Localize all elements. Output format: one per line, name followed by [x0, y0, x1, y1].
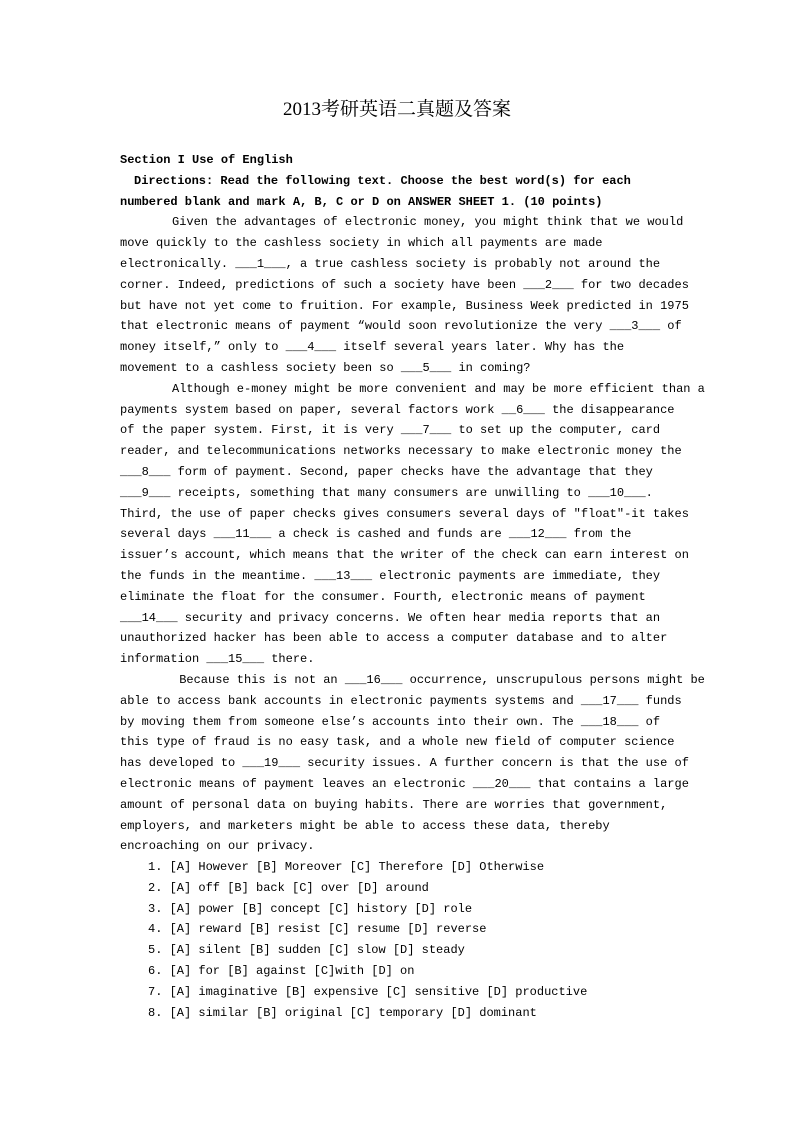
passage-line: employers, and marketers might be able to access these data, thereby: [120, 818, 610, 833]
passage-line: able to access bank accounts in electronic payments systems and ___17___ funds: [120, 693, 682, 708]
directions-line: Directions: Read the following text. Choose the best word(s) for each: [134, 173, 631, 188]
passage-line: issuer’s account, which means that the writer of the check can earn interest on: [120, 548, 689, 563]
passage-line: movement to a cashless society been so ___5___ in coming?: [120, 360, 531, 375]
passage-line: the funds in the meantime. ___13___ electronic payments are immediate, they: [120, 568, 661, 583]
passage-line: has developed to ___19___ security issues. A further concern is that the use of: [120, 756, 689, 771]
passage-line: Third, the use of paper checks gives consumers several days of "float"-it takes: [120, 506, 689, 521]
answer-option-row: 4. [A] reward [B] resist [C] resume [D] reverse: [148, 922, 487, 937]
passage-line: amount of personal data on buying habits. There are worries that government,: [120, 797, 668, 812]
passage-line: corner. Indeed, predictions of such a society have been ___2___ for two decades: [120, 277, 689, 292]
passage-line: Although e-money might be more convenient and may be more efficient than a: [172, 381, 705, 396]
passage-line: of the paper system. First, it is very ___7___ to set up the computer, card: [120, 423, 661, 438]
answer-option-row: 1. [A] However [B] Moreover [C] Therefore [D] Otherwise: [148, 860, 545, 875]
document-body: [120, 150, 705, 1023]
passage-line: money itself,” only to ___4___ itself several years later. Why has the: [120, 340, 625, 355]
answer-option-row: 8. [A] similar [B] original [C] temporary [D] dominant: [148, 1005, 537, 1020]
passage-line: reader, and telecommunications networks necessary to make electronic money the: [120, 444, 682, 459]
directions: [120, 171, 680, 213]
passage-line: eliminate the float for the consumer. Fourth, electronic means of payment: [120, 589, 646, 604]
passage-line: payments system based on paper, several factors work __6___ the disappearance: [120, 402, 675, 417]
options-list: [120, 857, 680, 1023]
directions-line: numbered blank and mark A, B, C or D on ANSWER SHEET 1. (10 points): [120, 194, 603, 209]
passage-line: electronically. ___1___, a true cashless society is probably not around the: [120, 256, 661, 271]
passage-paragraph: [120, 670, 705, 857]
passage-line: that electronic means of payment “would soon revolutionize the very ___3___ of: [120, 319, 682, 334]
passage-line: this type of fraud is no easy task, and a whole new field of computer science: [120, 735, 675, 750]
answer-option-row: 3. [A] power [B] concept [C] history [D] role: [148, 901, 473, 916]
passage-paragraph: [120, 379, 705, 670]
passage-line: encroaching on our privacy.: [120, 839, 315, 854]
passage: [120, 212, 705, 857]
answer-option-row: 2. [A] off [B] back [C] over [D] around: [148, 880, 429, 895]
passage-line: ___8___ form of payment. Second, paper checks have the advantage that they: [120, 464, 653, 479]
answer-option-row: 6. [A] for [B] against [C]with [D] on: [148, 964, 415, 979]
passage-line: ___14___ security and privacy concerns. We often hear media reports that an: [120, 610, 661, 625]
passage-line: electronic means of payment leaves an electronic ___20___ that contains a large: [120, 776, 689, 791]
passage-line: ___9___ receipts, something that many consumers are unwilling to ___10___.: [120, 485, 653, 500]
section-heading: Section I Use of English: [120, 153, 293, 167]
passage-line: by moving them from someone else’s accounts into their own. The ___18___ of: [120, 714, 661, 729]
answer-option-row: 7. [A] imaginative [B] expensive [C] sensitive [D] productive: [148, 984, 588, 999]
passage-line: Because this is not an ___16___ occurrence, unscrupulous persons might be: [172, 672, 705, 687]
passage-line: Given the advantages of electronic money, you might think that we would: [172, 215, 684, 230]
passage-line: several days ___11___ a check is cashed and funds are ___12___ from the: [120, 527, 632, 542]
passage-line: information ___15___ there.: [120, 652, 315, 667]
passage-line: but have not yet come to fruition. For example, Business Week predicted in 1975: [120, 298, 689, 313]
passage-line: unauthorized hacker has been able to access a computer database and to alter: [120, 631, 668, 646]
passage-paragraph: [120, 212, 689, 378]
answer-option-row: 5. [A] silent [B] sudden [C] slow [D] steady: [148, 943, 465, 958]
document-title: 2013考研英语二真题及答案: [282, 99, 511, 120]
passage-line: move quickly to the cashless society in which all payments are made: [120, 236, 603, 251]
